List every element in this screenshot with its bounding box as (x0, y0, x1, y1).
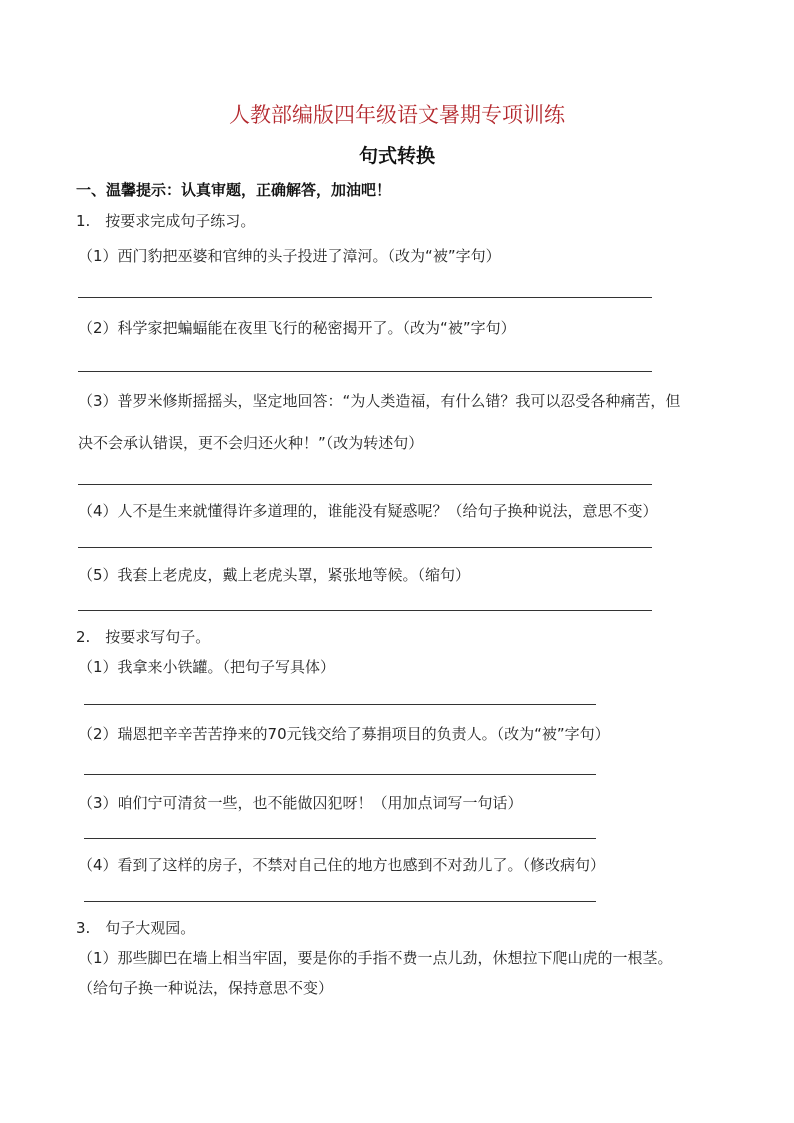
answer-line[interactable] (78, 371, 652, 372)
section-heading: 一、温馨提示：认真审题，正确解答，加油吧！ (76, 181, 392, 199)
question-1-item-3-cont: 决不会承认错误，更不会归还火种！”（改为转述句） (78, 434, 424, 452)
answer-line[interactable] (78, 484, 652, 485)
question-3-item-1: （1）那些脚巴在墙上相当牢固，要是你的手指不费一点儿劲，休想拉下爬山虎的一根茎。 (78, 949, 673, 967)
answer-line[interactable] (84, 838, 596, 839)
document-title: 人教部编版四年级语文暑期专项训练 (229, 103, 565, 127)
answer-line[interactable] (78, 297, 652, 298)
question-1-item-1: （1）西门豹把巫婆和官绅的头子投进了漳河。（改为“被”字句） (78, 247, 501, 265)
question-1-item-2: （2）科学家把蝙蝠能在夜里飞行的秘密揭开了。（改为“被”字句） (78, 319, 516, 337)
answer-line[interactable] (84, 704, 596, 705)
question-2-item-2: （2）瑞恩把辛辛苦苦挣来的70元钱交给了募捐项目的负责人。（改为“被”字句） (78, 725, 610, 743)
question-1-item-3: （3）普罗米修斯摇摇头，坚定地回答：“为人类造福，有什么错？我可以忍受各种痛苦，但 (78, 392, 681, 410)
answer-line[interactable] (84, 774, 596, 775)
question-2-item-3: （3）咱们宁可清贫一些，也不能做囚犯呀！（用加点词写一句话） (78, 794, 523, 812)
question-1-item-4: （4）人不是生来就懂得许多道理的，谁能没有疑惑呢？（给句子换种说法，意思不变） (78, 502, 658, 520)
answer-line[interactable] (84, 901, 596, 902)
answer-line[interactable] (78, 610, 652, 611)
question-3-item-1-cont: （给句子换一种说法，保持意思不变） (78, 979, 334, 997)
question-2-header: 2. 按要求写句子。 (76, 628, 211, 646)
document-subtitle: 句式转换 (358, 145, 435, 167)
question-2-item-1: （1）我拿来小铁罐。（把句子写具体） (78, 658, 336, 676)
question-2-item-4: （4）看到了这样的房子，不禁对自己住的地方也感到不对劲儿了。（修改病句） (78, 856, 606, 874)
question-3-header: 3. 句子大观园。 (76, 919, 196, 937)
question-1-header: 1. 按要求完成句子练习。 (76, 212, 256, 230)
answer-line[interactable] (78, 547, 652, 548)
question-1-item-5: （5）我套上老虎皮，戴上老虎头罩，紧张地等候。（缩句） (78, 566, 471, 584)
